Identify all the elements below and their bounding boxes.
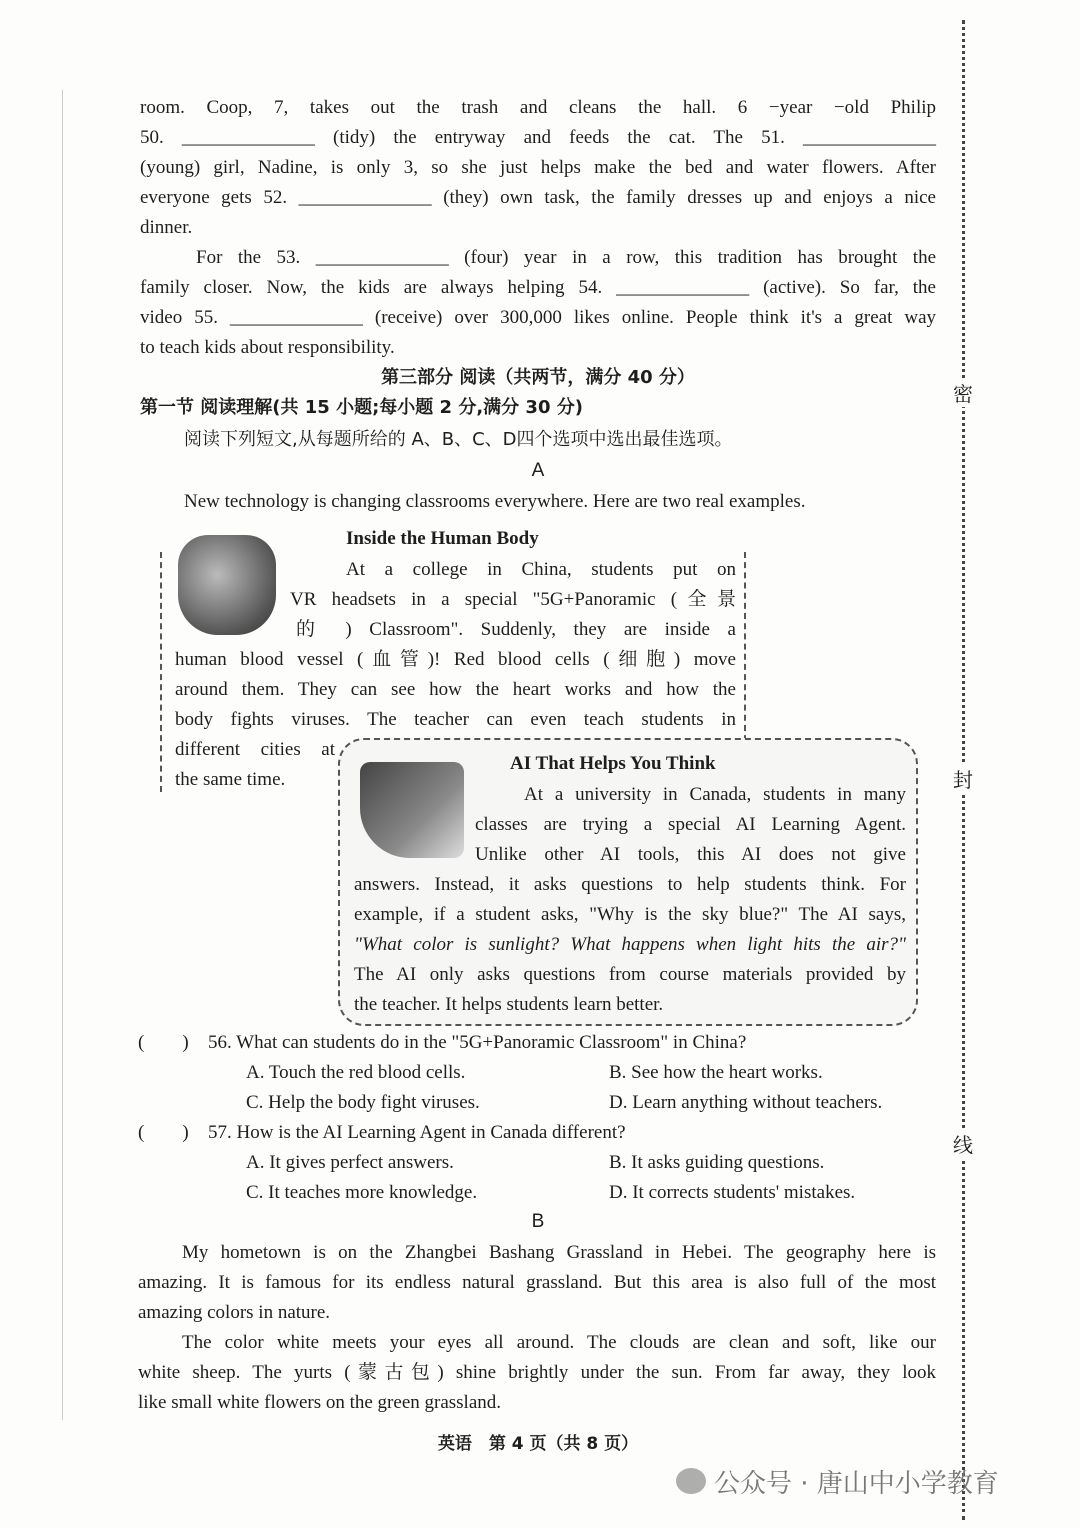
option[interactable]: D. Learn anything without teachers. bbox=[609, 1092, 883, 1113]
option[interactable]: D. It corrects students' mistakes. bbox=[609, 1182, 856, 1203]
part-title: 第三部分 阅读（共两节，满分 40 分） bbox=[381, 367, 695, 388]
answer-bracket[interactable]: ( ) bbox=[138, 1122, 189, 1143]
passage-b-line: amazing. It is famous for its endless natural grassland. But this area is also full of the most bbox=[138, 1272, 936, 1293]
cloze-line: video 55. ______________ (receive) over 300,000 likes online. People think it's a great way bbox=[140, 307, 936, 328]
box1-line: different cities at bbox=[175, 739, 335, 760]
box2-line: Unlike other AI tools, this AI does not give bbox=[475, 844, 906, 865]
side-mark-feng: 封 bbox=[953, 764, 973, 793]
box2-line: classes are trying a special AI Learning Agent. bbox=[475, 814, 906, 835]
watermark: 公众号 · 唐山中小学教育 bbox=[714, 1469, 999, 1499]
cloze-line: (young) girl, Nadine, is only 3, so she just helps make the bed and water flowers. After bbox=[140, 157, 936, 178]
option[interactable]: B. See how the heart works. bbox=[609, 1062, 823, 1083]
passage-b-label: B bbox=[531, 1211, 545, 1232]
box2-line: "What color is sunlight? What happens when light hits the air?" bbox=[354, 934, 906, 955]
box1-title: Inside the Human Body bbox=[346, 528, 539, 549]
side-mark-mi: 密 bbox=[953, 378, 973, 407]
option[interactable]: A. Touch the red blood cells. bbox=[246, 1062, 466, 1083]
passage-b-line: like small white flowers on the green grassland. bbox=[138, 1392, 502, 1413]
option[interactable]: C. Help the body fight viruses. bbox=[246, 1092, 480, 1113]
page-footer: 英语 第 4 页（共 8 页） bbox=[437, 1434, 639, 1454]
cloze-line: to teach kids about responsibility. bbox=[140, 337, 395, 358]
student-laptop-image bbox=[360, 762, 464, 858]
cloze-line: room. Coop, 7, takes out the trash and cleans the hall. 6 −year −old Philip bbox=[140, 97, 936, 118]
answer-bracket[interactable]: ( ) bbox=[138, 1032, 189, 1053]
cloze-line: dinner. bbox=[140, 217, 193, 238]
cloze-line: 50. ______________ (tidy) the entryway and feeds the cat. The 51. ______________ bbox=[140, 127, 936, 148]
side-mark-xian: 线 bbox=[953, 1129, 973, 1158]
passage-b-line: My hometown is on the Zhangbei Bashang Grassland in Hebei. The geography here is bbox=[182, 1242, 936, 1263]
box2-line: The AI only asks questions from course materials provided by bbox=[354, 964, 906, 985]
box2-line: answers. Instead, it asks questions to help students think. For bbox=[354, 874, 906, 895]
human-body-image bbox=[178, 535, 276, 635]
question-stem: 56. What can students do in the "5G+Panoramic Classroom" in China? bbox=[208, 1032, 747, 1053]
page-edge-line bbox=[62, 90, 63, 1420]
passage-a-label: A bbox=[531, 460, 545, 481]
passage-a-intro: New technology is changing classrooms everywhere. Here are two real examples. bbox=[184, 491, 806, 512]
box1-line: body fights viruses. The teacher can even teach students in bbox=[175, 709, 736, 730]
instruction: 阅读下列短文,从每题所给的 A、B、C、D四个选项中选出最佳选项。 bbox=[184, 429, 733, 450]
box2-line: At a university in Canada, students in many bbox=[524, 784, 906, 805]
option[interactable]: A. It gives perfect answers. bbox=[246, 1152, 454, 1173]
subsection-title: 第一节 阅读理解(共 15 小题;每小题 2 分,满分 30 分) bbox=[140, 397, 583, 418]
wechat-icon bbox=[676, 1468, 706, 1494]
box1-line: 的 ) Classroom". Suddenly, they are inside a bbox=[296, 619, 736, 640]
cloze-line: family closer. Now, the kids are always helping 54. ______________ (active). So far, the bbox=[140, 277, 936, 298]
box2-line: the teacher. It helps students learn better. bbox=[354, 994, 664, 1015]
passage-b-line: amazing colors in nature. bbox=[138, 1302, 331, 1323]
box2-line: example, if a student asks, "Why is the sky blue?" The AI says, bbox=[354, 904, 906, 925]
option[interactable]: C. It teaches more knowledge. bbox=[246, 1182, 478, 1203]
box1-line: human blood vessel (血管)! Red blood cells (细胞) move bbox=[175, 649, 736, 670]
box1-line: the same time. bbox=[175, 769, 286, 790]
passage-b-line: The color white meets your eyes all around. The clouds are clean and soft, like our bbox=[182, 1332, 936, 1353]
box2-title: AI That Helps You Think bbox=[510, 753, 716, 774]
box1-line: VR headsets in a special "5G+Panoramic (全景 bbox=[290, 589, 736, 610]
cloze-line: everyone gets 52. ______________ (they) own task, the family dresses up and enjoys a nice bbox=[140, 187, 936, 208]
cloze-line: For the 53. ______________ (four) year in a row, this tradition has brought the bbox=[196, 247, 936, 268]
passage-b-line: white sheep. The yurts (蒙古包) shine brightly under the sun. From far away, they look bbox=[138, 1362, 936, 1383]
box1-line: At a college in China, students put on bbox=[346, 559, 736, 580]
box1-line: around them. They can see how the heart works and how the bbox=[175, 679, 736, 700]
option[interactable]: B. It asks guiding questions. bbox=[609, 1152, 825, 1173]
question-stem: 57. How is the AI Learning Agent in Canada different? bbox=[208, 1122, 626, 1143]
